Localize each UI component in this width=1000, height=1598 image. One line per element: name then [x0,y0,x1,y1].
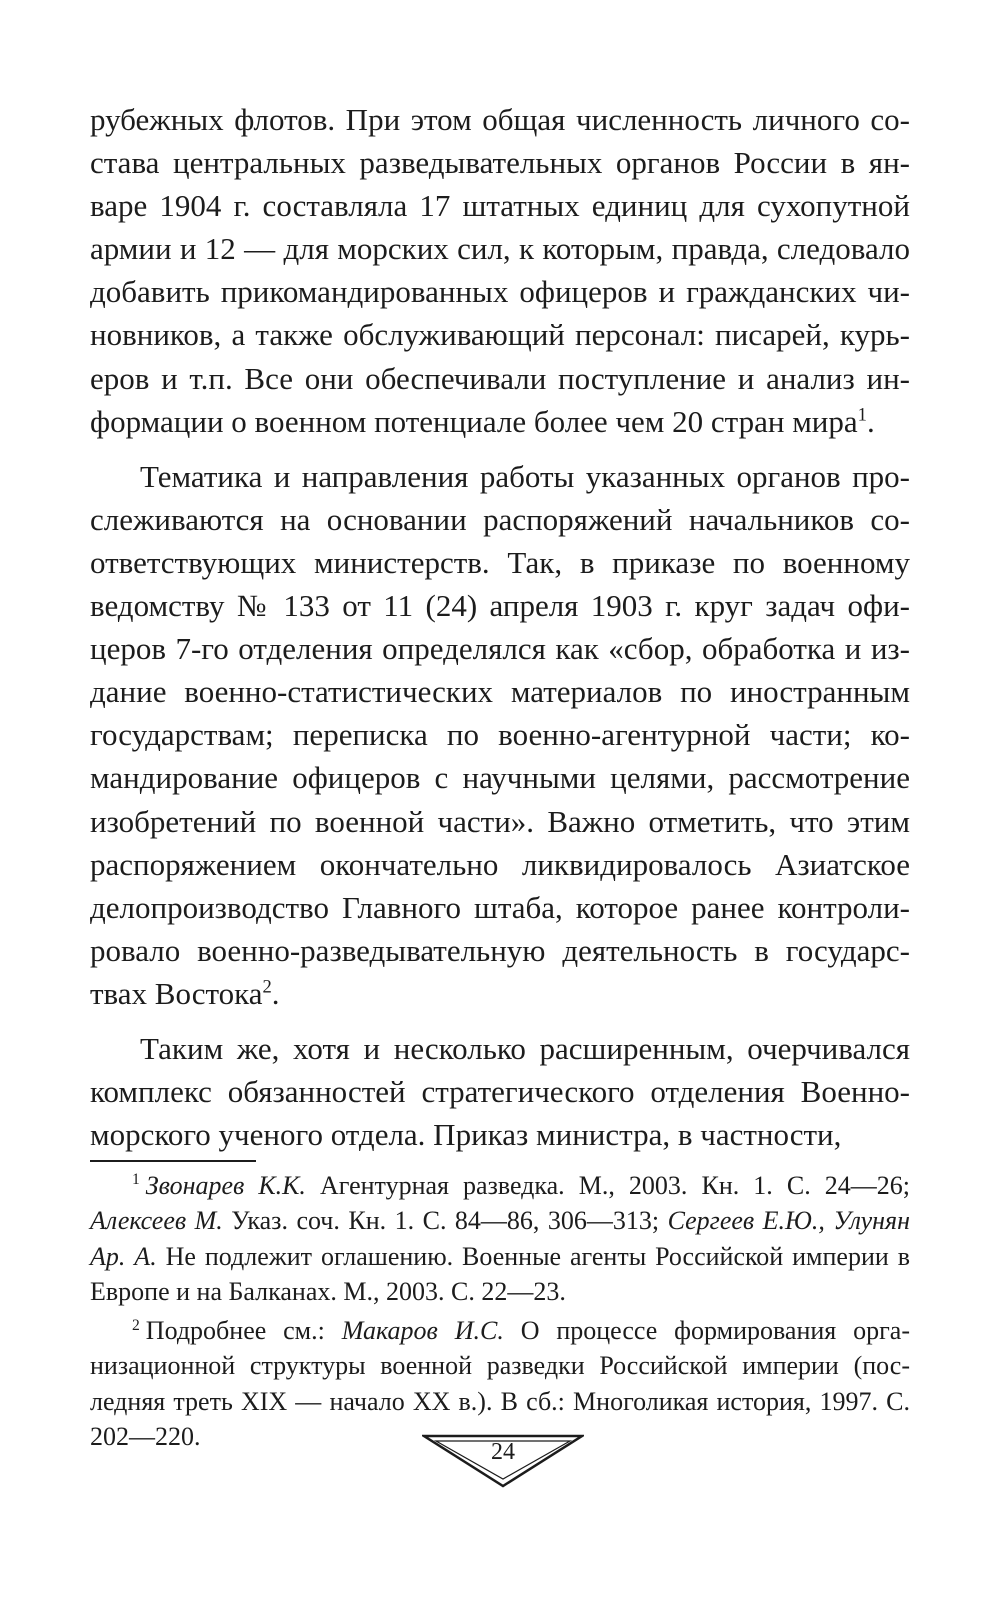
paragraph-2: Тематика и направления работы указанных органов прослеживаются на основании распоряжений начальников соответствующих министерств. Так, в приказе по военному ведомству № 133 от 11 (24) апреля 1903 г. круг задач офицеров 7-го отделения определялся как «сбор, обработка и издание военно-статистических материалов по иностранным государствам; переписка по военно-агентурной части; командирование офицеров с научными целями, рассмотрение изобретений по военной части». Важно отметить, что этим распоряжением окончательно ликвидировалось Азиатское делопроизводство Главного штаба, которое ранее контролировало военно-разведывательную деятельность в государствах Востока$^2$. [90,458,910,1011]
footnote-ref-2: 2 [262,976,272,998]
footnote-2: $^2$ Подробнее см.: Макаров И.С. О процессе формирования организационной структуры военной разведки Российской империи (последняя треть XIX — начало XX в.). В сб.: Многоликая история, 1997. С. 202—220. [90,1316,910,1452]
main-text [90,98,910,1156]
page-number: 24 [491,1439,515,1465]
footnote-separator [90,1160,256,1162]
paragraph-3: Таким же, хотя и несколько расширенным, очерчивался комплекс обязанностей стратегического отделения Военно-морского ученого отдела. Приказ министра, в частности, [90,1030,910,1153]
footnote-1: $^1$ Звонарев К.К. Агентурная разведка. М., 2003. Кн. 1. С. 24—26; Алексеев М. Указ. соч. Кн. 1. С. 84—86, 306—313; Сергеев Е.Ю., Улунян Ар. А. Не подлежит оглашению. Военные агенты Российской империи в Европе и на Балканах. М., 2003. С. 22—23. [90,1171,911,1306]
footnotes [90,1168,910,1454]
paragraph-1: рубежных флотов. При этом общая численность личного состава центральных разведывательных органов России в январе 1904 г. составляла 17 штатных единиц для сухопутной армии и 12 — для морских сил, к которым, правда, следовало добавить прикомандированных офицеров и гражданских чиновников, а также обслуживающий персонал: писарей, курьеров и т.п. Все они обеспечивали поступление и анализ информации о военном потенциале более чем 20 стран мира$^1$. [90,102,910,439]
page-number-ornament [422,1434,584,1488]
footnote-ref-1: 1 [857,404,867,426]
